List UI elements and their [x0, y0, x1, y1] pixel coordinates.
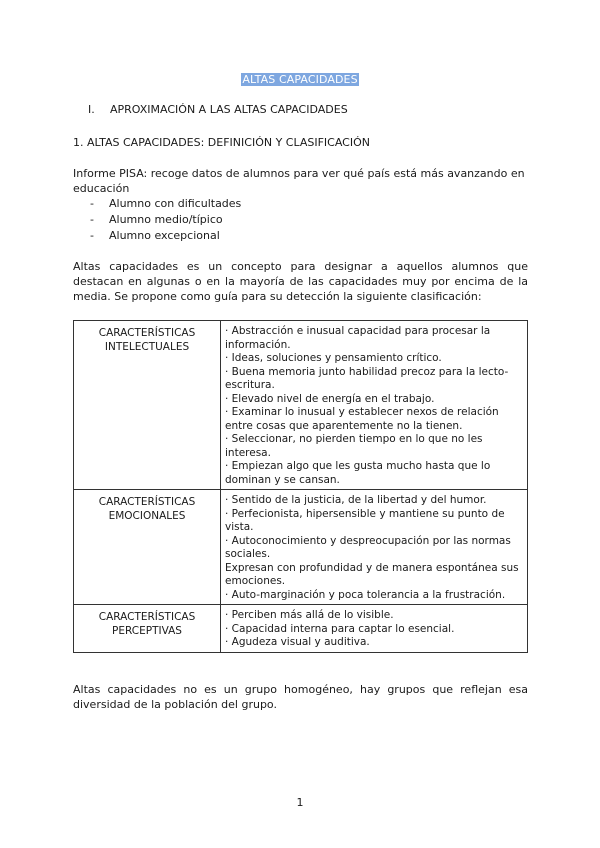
paragraph-line: Altas capacidades no es un grupo homogéneo, hay grupos que reflejan esa — [73, 683, 528, 696]
student-types-list — [90, 196, 241, 244]
table-item: · Capacidad interna para captar lo esencial. — [225, 622, 455, 635]
table-item: · Sentido de la justicia, de la libertad y del humor. — [225, 494, 487, 506]
table-row — [74, 321, 528, 490]
title-highlight: ALTAS CAPACIDADES — [242, 73, 358, 86]
table-item: · Abstracción e inusual capacidad para procesar la información. — [225, 325, 491, 351]
table-item: · Buena memoria junto habilidad precoz para la lecto-escritura. — [225, 365, 509, 391]
paragraph-line: Altas capacidades es un concepto para designar a aquellos alumnos que — [73, 260, 528, 273]
table-row — [74, 490, 528, 605]
category-cell: CARACTERÍSTICAS EMOCIONALES — [74, 490, 221, 605]
table-item: · Seleccionar, no pierden tiempo en lo que no les interesa. — [225, 433, 483, 459]
section-number: I. — [88, 103, 95, 116]
table-row — [74, 605, 528, 653]
list-item — [90, 228, 241, 244]
list-dash: - — [90, 197, 94, 210]
section-title: APROXIMACIÓN A LAS ALTAS CAPACIDADES — [110, 103, 348, 116]
table-item: · Elevado nivel de energía en el trabajo. — [225, 392, 435, 405]
list-item-text: Alumno medio/típico — [109, 213, 223, 226]
table-item: · Ideas, soluciones y pensamiento crítico. — [225, 352, 442, 364]
paragraph-line: media. Se propone como guía para su detección la siguiente clasificación: — [73, 290, 482, 303]
paragraph-line: diversidad de la población del grupo. — [73, 698, 277, 711]
pisa-paragraph: Informe PISA: recoge datos de alumnos para ver qué país está más avanzando en educación — [73, 167, 525, 195]
items-cell — [221, 490, 528, 605]
table-item: · Autoconocimiento y despreocupación por las normas sociales. — [225, 534, 511, 560]
table-item: · Agudeza visual y auditiva. — [225, 636, 370, 648]
table-item: · Perciben más allá de lo visible. — [225, 609, 394, 621]
table-item: · Perfecionista, hipersensible y mantiene su punto de vista. — [225, 507, 505, 533]
section-heading-1 — [88, 102, 348, 117]
list-item-text: Alumno excepcional — [109, 229, 220, 242]
items-cell — [221, 605, 528, 653]
definition-paragraph — [73, 259, 528, 304]
list-dash: - — [90, 229, 94, 242]
items-cell — [221, 321, 528, 490]
list-item — [90, 196, 241, 212]
list-item — [90, 212, 241, 228]
paragraph-line: destacan en algunas o en la mayoría de las capacidades muy por encima de la — [73, 275, 528, 288]
category-cell: CARACTERÍSTICAS INTELECTUALES — [74, 321, 221, 490]
category-cell: CARACTERÍSTICAS PERCEPTIVAS — [74, 605, 221, 653]
closing-paragraph — [73, 682, 528, 712]
page-number: 1 — [296, 796, 304, 809]
table-item: · Empiezan algo que les gusta mucho hasta que lo dominan y se cansan. — [225, 460, 491, 486]
document-title — [0, 72, 600, 87]
subsection-heading: 1. ALTAS CAPACIDADES: DEFINICIÓN Y CLASIFICACIÓN — [73, 136, 370, 149]
table-item: Expresan con profundidad y de manera espontánea sus emociones. — [225, 561, 519, 587]
list-dash: - — [90, 213, 94, 226]
table-item: · Auto-marginación y poca tolerancia a la frustración. — [225, 588, 506, 601]
list-item-text: Alumno con dificultades — [109, 197, 242, 210]
table-item: · Examinar lo inusual y establecer nexos de relación entre cosas que aparentemente no la tienen. — [225, 406, 499, 432]
characteristics-table — [73, 320, 528, 653]
